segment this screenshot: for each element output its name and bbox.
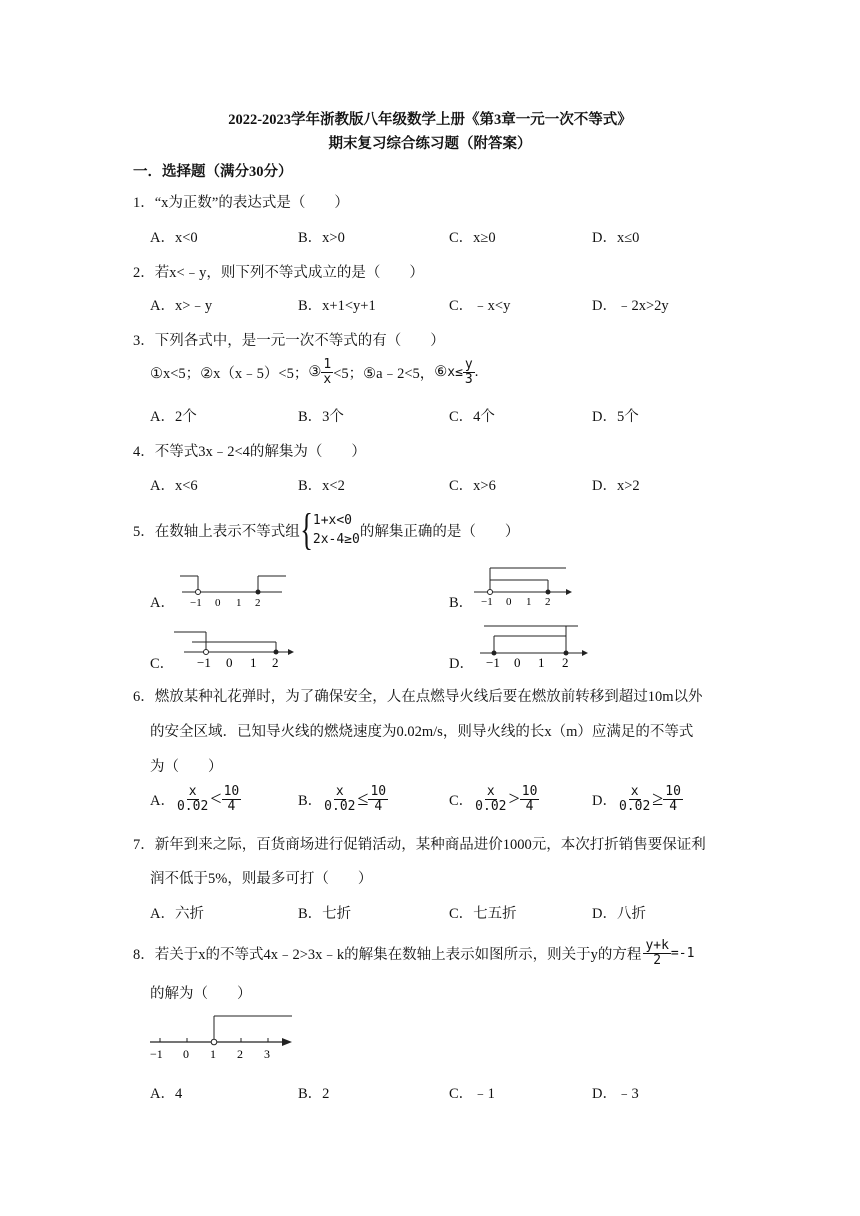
q8-equation-den: 2	[653, 952, 662, 968]
q8-tick-1: 1	[210, 1047, 216, 1061]
q6-a-lhs-num: x	[188, 784, 197, 799]
q5-stem-suffix: 的解集正确的是（ ）	[359, 523, 520, 540]
q5-a-tick-neg1: −1	[190, 597, 202, 609]
q5-a-tick-0: 0	[215, 597, 221, 609]
title-line-1: 2022-2023学年浙教版八年级数学上册《第3章一元一次不等式》	[228, 112, 632, 128]
q3-item-6-end: .	[474, 363, 479, 380]
q7-option-d: D．八折	[592, 906, 646, 922]
q3-item-3-denominator: x	[323, 371, 332, 387]
q6-a-lhs-fraction	[175, 785, 210, 813]
q8-tick-2: 2	[237, 1047, 243, 1061]
q6-a-rhs-den: 4	[227, 798, 236, 814]
q6-c-lhs-fraction	[473, 785, 508, 813]
q6-d-lhs-den: 0.02	[618, 798, 651, 814]
q5-b-tick-0: 0	[506, 596, 512, 608]
q6-option-d	[592, 785, 683, 813]
q6-line-1: 6．燃放某种礼花弹时，为了确保安全，人在点燃导火线后要在燃放前转移到超过10m以外	[133, 689, 703, 705]
q5-d-tick-2: 2	[562, 655, 569, 670]
q4-option-b: B．x<2	[298, 478, 345, 494]
q5-option-b-label: B．	[449, 595, 474, 611]
q6-b-lhs-fraction	[322, 785, 357, 813]
q6-d-operator: ≥	[652, 787, 664, 810]
q2-option-b: B．x+1<y+1	[298, 298, 376, 314]
q5-stem-prefix: 5．在数轴上表示不等式组	[133, 523, 300, 540]
q3-stem: 3．下列各式中，是一元一次不等式的有（ ）	[133, 333, 445, 349]
q2-option-d: D．﹣2x>2y	[592, 298, 669, 314]
q6-d-lhs-fraction	[617, 785, 652, 813]
q8-line-1	[133, 939, 694, 967]
q2-stem: 2．若x<﹣y，则下列不等式成立的是（ ）	[133, 265, 424, 281]
q3-item-5: ⑤a﹣2<5，	[363, 365, 435, 382]
q6-b-operator: ≤	[357, 787, 369, 810]
q1-option-d: D．x≤0	[592, 230, 640, 246]
q6-c-lhs-num: x	[486, 784, 495, 799]
q7-option-a: A．六折	[150, 906, 204, 922]
q1-option-c: C．x≥0	[449, 230, 496, 246]
q7-line-2: 润不低于5%，则最多可打（ ）	[150, 871, 373, 887]
q2-option-c: C．﹣x<y	[449, 298, 511, 314]
q8-line-1-text: 8．若关于x的不等式4x﹣2>3x﹣k的解集在数轴上表示如图所示，则关于y的方程	[133, 946, 642, 963]
q6-c-rhs-fraction	[520, 785, 540, 813]
q3-item-6-lhs: x≤	[447, 364, 463, 380]
q6-line-2: 的安全区域．已知导火线的燃烧速度为0.02m/s，则导火线的长x（m）应满足的不等式	[150, 724, 694, 740]
q6-d-rhs-num: 10	[665, 784, 681, 799]
q3-option-a: A．2个	[150, 409, 197, 425]
q6-a-rhs-fraction	[222, 785, 242, 813]
title-line-2: 期末复习综合练习题（附答案）	[328, 136, 532, 152]
q7-option-b: B．七折	[298, 906, 352, 922]
q2-option-a: A．x>﹣y	[150, 298, 213, 314]
q8-option-b: B．2	[298, 1086, 330, 1102]
q5-b-tick-2: 2	[545, 596, 551, 608]
q8-number-line	[146, 1010, 296, 1064]
q3-item-3-marker: ③	[308, 363, 322, 380]
q6-b-lhs-den: 0.02	[324, 798, 356, 814]
q6-c-rhs-num: 10	[521, 784, 538, 799]
q6-a-lhs-den: 0.02	[176, 798, 209, 814]
q8-equation-fraction	[643, 939, 670, 967]
q6-c-operator: >	[508, 787, 520, 810]
q8-option-a: A．4	[150, 1086, 183, 1102]
q6-option-a-label: A．	[150, 792, 175, 809]
q6-c-rhs-den: 4	[525, 798, 534, 814]
q5-option-d-number-line	[474, 620, 594, 670]
q8-option-c: C．﹣1	[449, 1086, 495, 1102]
q4-option-c: C．x>6	[449, 478, 496, 494]
q5-option-a-label: A．	[150, 595, 175, 611]
q6-option-d-label: D．	[592, 792, 617, 809]
q5-c-tick-1: 1	[250, 655, 257, 670]
q5-c-tick-neg1: −1	[197, 655, 211, 670]
q5-stem	[133, 505, 520, 554]
q6-d-rhs-fraction	[663, 785, 683, 813]
q6-a-operator: <	[210, 787, 222, 810]
q5-a-tick-1: 1	[236, 597, 242, 609]
q8-tick-3: 3	[264, 1047, 270, 1061]
q8-option-d: D．﹣3	[592, 1086, 639, 1102]
q5-system	[313, 511, 360, 549]
section-heading: 一．选择题（满分30分）	[133, 164, 293, 180]
q7-line-1: 7．新年到来之际，百货商场进行促销活动，某种商品进价1000元，本次打折销售要保证利	[133, 837, 706, 853]
q5-inequality-1: 1+x<0	[312, 513, 353, 528]
q3-option-c: C．4个	[449, 409, 495, 425]
q5-option-c-label: C．	[150, 656, 175, 672]
q6-b-rhs-den: 4	[374, 798, 383, 814]
q6-option-c	[449, 785, 539, 813]
q6-c-lhs-den: 0.02	[475, 798, 507, 814]
q5-d-tick-0: 0	[514, 655, 521, 670]
q4-option-a: A．x<6	[150, 478, 198, 494]
q6-d-lhs-num: x	[630, 784, 639, 799]
q6-a-rhs-num: 10	[223, 784, 240, 799]
q6-option-b-label: B．	[298, 792, 323, 809]
q8-line-2: 的解为（ ）	[150, 986, 252, 1002]
q5-option-b-number-line	[470, 566, 580, 608]
q5-option-a-number-line	[170, 570, 290, 610]
q3-item-6-denominator: 3	[464, 371, 473, 387]
q3-option-b: B．3个	[298, 409, 344, 425]
q3-expression-list	[150, 358, 478, 386]
q5-option-d-label: D．	[449, 656, 474, 672]
q6-option-c-label: C．	[449, 792, 474, 809]
q8-tick-0: 0	[183, 1047, 189, 1061]
q3-item-6-fraction	[463, 358, 475, 386]
q5-d-tick-neg1: −1	[486, 655, 500, 670]
q3-item-3-numerator: 1	[323, 357, 332, 372]
q8-equation-rhs: =-1	[670, 945, 695, 961]
q6-option-b	[298, 785, 388, 813]
q3-option-d: D．5个	[592, 409, 639, 425]
q5-d-tick-1: 1	[538, 655, 545, 670]
q6-b-rhs-fraction	[368, 785, 388, 813]
q1-option-b: B．x>0	[298, 230, 345, 246]
q3-item-6-numerator: y	[464, 357, 473, 372]
q1-stem: 1．“x为正数”的表达式是（ ）	[133, 195, 349, 211]
q6-b-lhs-num: x	[335, 784, 344, 799]
q3-item-2: ②x（x﹣5）<5；	[200, 365, 309, 382]
q3-item-3-fraction	[321, 358, 333, 386]
q5-option-c-number-line	[170, 626, 300, 670]
q3-item-3-rest: <5；	[333, 365, 364, 382]
q5-c-tick-0: 0	[226, 655, 233, 670]
q6-d-rhs-den: 4	[669, 798, 678, 814]
q5-b-tick-1: 1	[526, 596, 532, 608]
q3-item-6-marker: ⑥	[434, 363, 448, 380]
q6-b-rhs-num: 10	[370, 784, 387, 799]
q7-option-c: C．七五折	[449, 906, 517, 922]
q4-option-d: D．x>2	[592, 478, 640, 494]
q8-equation-num: y+k	[645, 938, 669, 953]
q5-c-tick-2: 2	[272, 655, 279, 670]
q5-a-tick-2: 2	[255, 597, 261, 609]
q1-option-a: A．x<0	[150, 230, 198, 246]
q5-system-brace: {	[299, 505, 313, 554]
q4-stem: 4．不等式3x﹣2<4的解集为（ ）	[133, 444, 366, 460]
q6-option-a	[150, 785, 241, 813]
q8-tick-neg1: −1	[150, 1047, 163, 1061]
q3-item-1: ①x<5；	[150, 365, 201, 382]
q6-line-3: 为（ ）	[150, 759, 223, 775]
q5-inequality-2: 2x-4≥0	[312, 532, 360, 547]
q5-b-tick-neg1: −1	[481, 596, 493, 608]
